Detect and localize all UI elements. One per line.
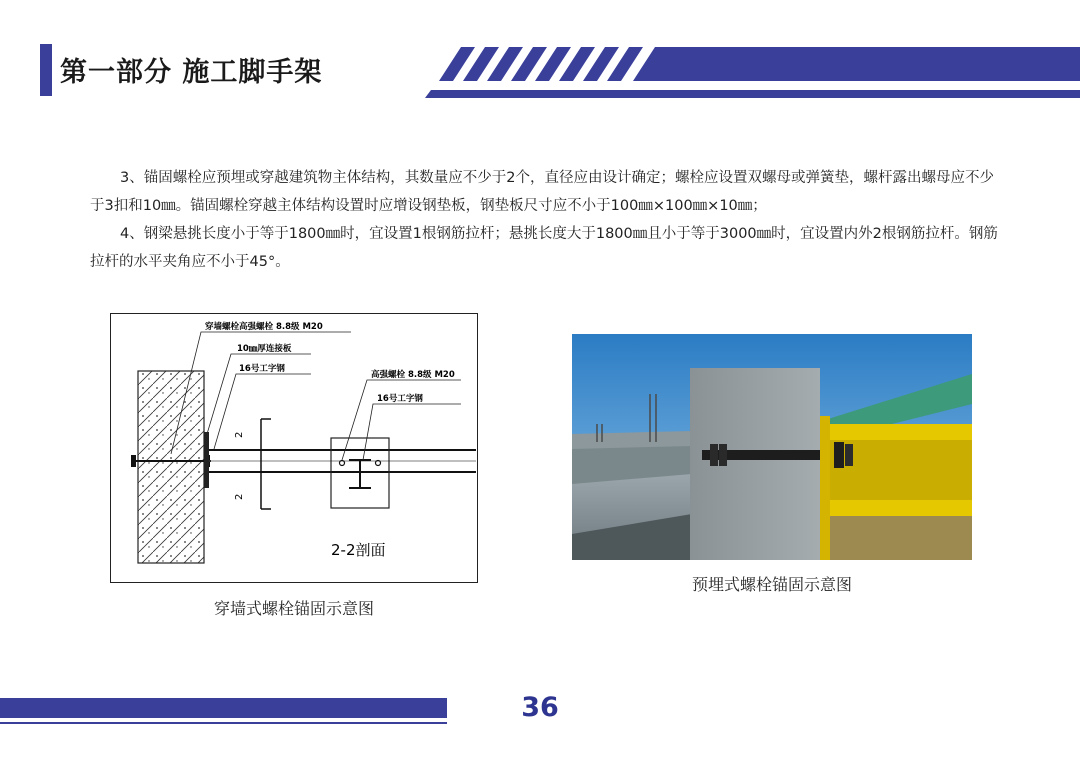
section-title: 2-2剖面	[331, 541, 386, 559]
page-title: 第一部分 施工脚手架	[60, 57, 323, 88]
label-i-beam: 16号工字钢	[239, 364, 285, 374]
footer-accent-line	[0, 722, 447, 724]
render-illustration	[572, 334, 972, 560]
technical-drawing	[111, 314, 476, 581]
concrete-wall	[138, 371, 204, 563]
paragraph-tie-rods: 4、钢梁悬挑长度小于等于1800㎜时，宜设置1根钢筋拉杆；悬挑长度大于1800㎜且小于等于3000㎜时，宜设置内外2根钢筋拉杆。钢筋拉杆的水平夹角应不小于45°。	[90, 226, 998, 270]
footer-accent-bar	[0, 698, 447, 718]
figure-through-wall-bolt-drawing	[110, 313, 478, 583]
label-through-bolt: 穿墙螺栓高强螺栓 8.8级 M20	[205, 322, 323, 332]
label-section-bolt: 高强螺栓 8.8级 M20	[371, 370, 455, 380]
caption-embedded: 预埋式螺栓锚固示意图	[691, 575, 852, 594]
body-text	[90, 164, 1000, 276]
figure-embedded-bolt-render	[572, 334, 972, 560]
cut-mark-top: 2	[234, 431, 245, 438]
cut-mark-bottom: 2	[234, 493, 245, 500]
caption-through-wall: 穿墙式螺栓锚固示意图	[213, 599, 374, 618]
page-number: 36	[521, 692, 559, 723]
paragraph-anchor-bolts: 3、锚固螺栓应预埋或穿越建筑物主体结构，其数量应不少于2个，直径应由设计确定；螺栓应设置双螺母或弹簧垫，螺杆露出螺母应不少于3扣和10㎜。锚固螺栓穿越主体结构设置时应增设钢垫板，钢垫板尺寸应不小于100㎜×100㎜×10㎜；	[90, 170, 994, 214]
label-connection-plate: 10㎜厚连接板	[237, 344, 292, 354]
header-accent-bar	[40, 44, 52, 96]
label-section-beam: 16号工字钢	[377, 394, 423, 404]
header-stripe-graphic	[425, 44, 1080, 98]
concrete-column	[690, 368, 820, 560]
